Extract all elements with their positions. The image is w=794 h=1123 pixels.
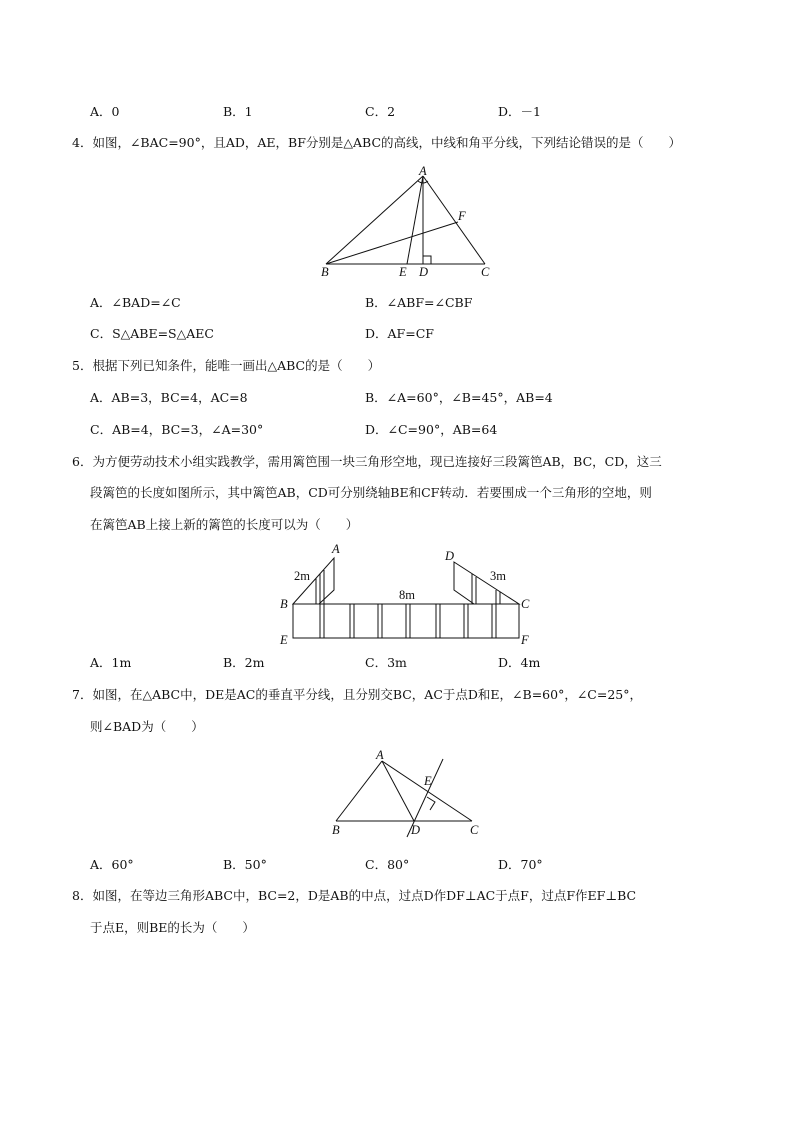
q7-option-d: D．70° <box>498 857 543 872</box>
q5-option-d: D．∠C=90°，AB=64 <box>365 422 498 437</box>
q7-right-angle-mark <box>427 797 435 810</box>
q6-label-c: C <box>521 597 530 611</box>
q4-median-ae <box>407 176 423 264</box>
q7-option-c: C．80° <box>365 857 410 872</box>
q4-bisector-bf <box>326 222 458 264</box>
q6-option-a: A．1m <box>90 655 132 670</box>
q7-label-d: D <box>411 823 421 837</box>
q6-fence-cd <box>454 562 519 604</box>
q4-triangle-figure <box>315 165 505 283</box>
q6-option-b: B．2m <box>223 655 265 670</box>
q6-option-d: D．4m <box>498 655 541 670</box>
q7-segment-ad <box>382 761 414 821</box>
q6-label-cd-length: 3m <box>490 569 506 583</box>
q6-label-bc-length: 8m <box>399 588 415 602</box>
q6-label-ab-length: 2m <box>294 569 310 583</box>
q7-option-a: A．60° <box>90 857 134 872</box>
q3-option-d: D．－1 <box>498 104 541 119</box>
q4-stem: 4．如图，∠BAC=90°，且AD，AE，BF分别是△ABC的高线，中线和角平分线，下列结论错误的是（ ） <box>72 135 682 150</box>
q4-label-e: E <box>399 265 407 279</box>
q5-stem: 5．根据下列已知条件，能唯一画出△ABC的是（ ） <box>72 358 381 373</box>
q4-right-angle-mark <box>423 256 431 264</box>
q3-option-b: B．1 <box>223 104 253 119</box>
q4-option-d: D．AF=CF <box>365 326 434 341</box>
q6-fence-posts <box>320 604 496 638</box>
q7-label-c: C <box>470 823 479 837</box>
q6-label-b: B <box>280 597 288 611</box>
q6-fence-figure <box>276 540 538 648</box>
q6-label-d: D <box>445 549 455 563</box>
q6-stem-line-2: 段篱笆的长度如图所示，其中篱笆AB，CD可分别绕轴BE和CF转动．若要围成一个三角形的空地，则 <box>90 485 652 500</box>
q7-stem-line-2: 则∠BAD为（ ） <box>90 719 204 734</box>
q4-option-b: B．∠ABF=∠CBF <box>365 295 473 310</box>
q7-triangle-figure <box>325 745 495 840</box>
q5-option-c: C．AB=4，BC=3，∠A=30° <box>90 422 264 437</box>
q6-label-f: F <box>521 633 529 647</box>
q6-stem-line-3: 在篱笆AB上接上新的篱笆的长度可以为（ ） <box>90 517 359 532</box>
q4-label-f: F <box>458 209 466 223</box>
q4-label-b: B <box>321 265 329 279</box>
q4-option-a: A．∠BAD=∠C <box>90 295 181 310</box>
q4-side-ac <box>423 176 485 264</box>
q6-label-a: A <box>332 542 340 556</box>
q4-label-d: D <box>419 265 429 279</box>
q3-option-a: A．0 <box>90 104 120 119</box>
q4-side-ab <box>326 176 423 264</box>
q6-option-c: C．3m <box>365 655 407 670</box>
q8-stem-line-2: 于点E，则BE的长为（ ） <box>90 920 255 935</box>
q3-option-c: C．2 <box>365 104 396 119</box>
q5-option-b: B．∠A=60°，∠B=45°，AB=4 <box>365 390 553 405</box>
q6-stem-line-1: 6．为方便劳动技术小组实践教学，需用篱笆围一块三角形空地，现已连接好三段篱笆AB，BC，CD，这三 <box>72 454 662 469</box>
q5-option-a: A．AB=3，BC=4，AC=8 <box>90 390 248 405</box>
q7-stem-line-1: 7．如图，在△ABC中，DE是AC的垂直平分线，且分别交BC，AC于点D和E，∠B=60°，∠C=25°， <box>72 687 642 702</box>
q7-side-ac <box>382 761 472 821</box>
q4-label-c: C <box>481 265 490 279</box>
q4-label-a: A <box>419 164 427 178</box>
q7-label-e: E <box>424 774 432 788</box>
q8-stem-line-1: 8．如图，在等边三角形ABC中，BC=2，D是AB的中点，过点D作DF⊥AC于点F，过点F作EF⊥BC <box>72 888 637 903</box>
q7-label-a: A <box>376 748 384 762</box>
q7-option-b: B．50° <box>223 857 267 872</box>
q4-option-c: C．S△ABE=S△AEC <box>90 326 214 341</box>
q7-side-ab <box>336 761 382 821</box>
q6-label-e: E <box>280 633 288 647</box>
q7-label-b: B <box>332 823 340 837</box>
